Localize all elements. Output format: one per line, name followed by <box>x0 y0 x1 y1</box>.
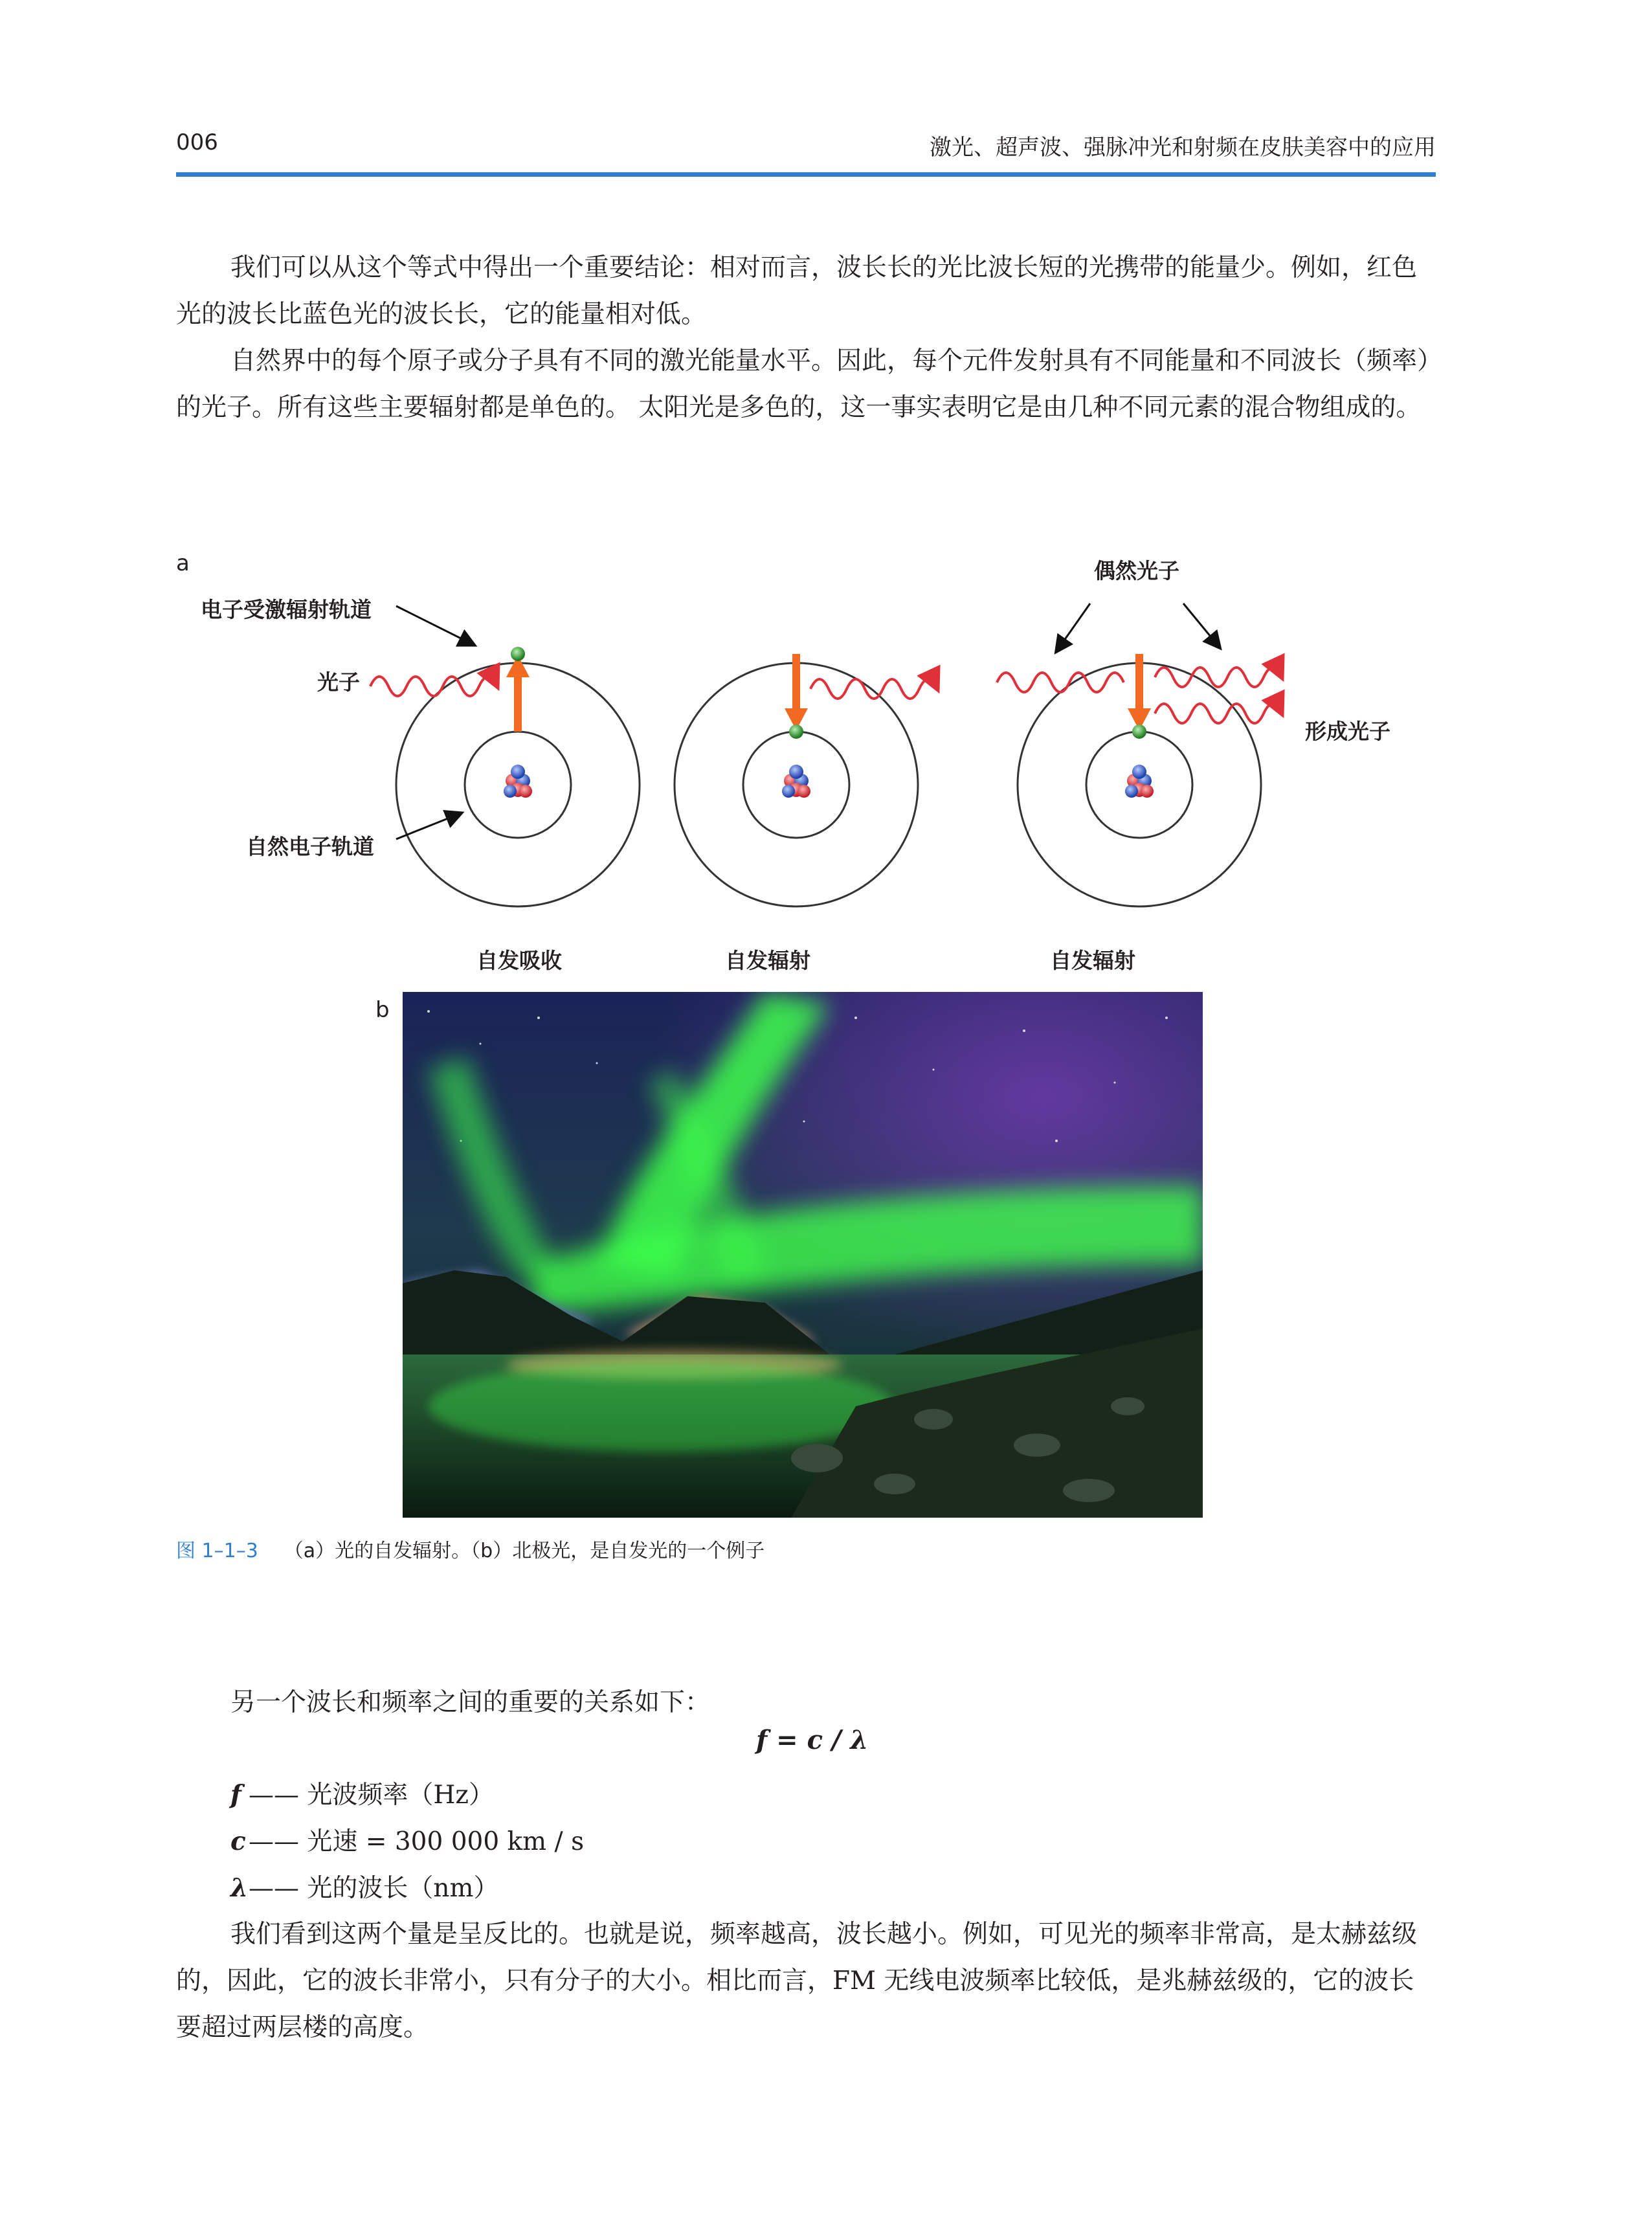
paragraph-4: 我们看到这两个量是呈反比的。也就是说，频率越高，波长越小。例如，可见光的频率非常高，是太赫兹级的，因此，它的波长非常小，只有分子的大小。相比而言，FM 无线电波频率比较低，是兆赫兹级的，它的波长要超过两层楼的高度。 <box>176 1920 1418 2042</box>
label-natural-orbit: 自然电子轨道 <box>246 834 374 859</box>
paragraph-3: 另一个波长和频率之间的重要的关系如下： <box>230 1688 711 1717</box>
paragraph-2: 自然界中的每个原子或分子具有不同的激光能量水平。因此，每个元件发射具有不同能量和不同波长（频率）的光子。所有这些主要辐射都是单色的。 太阳光是多色的，这一事实表明它是由几种不同元素的混合物组成的。 <box>176 346 1430 422</box>
label-formed-photon: 形成光子 <box>1305 719 1390 744</box>
nucleus-icon <box>504 765 532 798</box>
atom-emission <box>675 654 937 906</box>
definition-symbol: λ <box>230 1873 249 1903</box>
definition-text: —— 光的波长（nm） <box>249 1874 499 1903</box>
atom-title-1: 自发吸收 <box>476 948 562 973</box>
electron-icon <box>1132 725 1146 739</box>
electron-icon <box>511 647 525 661</box>
nucleus-icon <box>782 765 810 798</box>
header-rule <box>176 172 1436 177</box>
caption-text: （a）光的自发辐射。（b）北极光，是自发光的一个例子 <box>284 1540 765 1562</box>
atom-absorption <box>370 606 640 906</box>
label-incidental-photon: 偶然光子 <box>1094 558 1179 583</box>
paragraph-1: 我们可以从这个等式中得出一个重要结论：相对而言，波长长的光比波长短的光携带的能量少。例如，红色光的波长比蓝色光的波长长，它的能量相对低。 <box>176 253 1418 329</box>
label-photon: 光子 <box>317 669 360 695</box>
caption-number: 图 1–1–3 <box>176 1540 258 1562</box>
page-number: 006 <box>176 129 218 155</box>
definition-symbol: c <box>230 1827 246 1856</box>
label-excited-orbit: 电子受激辐射轨道 <box>201 597 372 622</box>
definition-symbol: f <box>230 1780 241 1810</box>
definition-text: —— 光速 = 300 000 km / s <box>249 1827 585 1856</box>
aurora-image <box>403 992 1203 1518</box>
electron-icon <box>789 725 803 739</box>
definitions-list <box>230 1771 584 1911</box>
panel-b-label: b <box>375 997 390 1023</box>
formula: f = c / λ <box>756 1725 869 1755</box>
atom-title-3: 自发辐射 <box>1050 948 1135 973</box>
definition-text: —— 光波频率（Hz） <box>249 1781 494 1810</box>
atom-title-2: 自发辐射 <box>725 948 810 973</box>
definition-row <box>230 1865 584 1911</box>
definition-row <box>230 1771 584 1818</box>
atom-stimulated-emission <box>997 603 1282 906</box>
running-title: 激光、超声波、强脉冲光和射频在皮肤美容中的应用 <box>930 135 1436 161</box>
nucleus-icon <box>1125 765 1154 798</box>
figure-caption <box>176 1535 765 1563</box>
definition-row <box>230 1818 584 1865</box>
panel-a-label: a <box>176 550 190 576</box>
page-header <box>176 129 1436 175</box>
aurora-photo <box>403 992 1203 1518</box>
